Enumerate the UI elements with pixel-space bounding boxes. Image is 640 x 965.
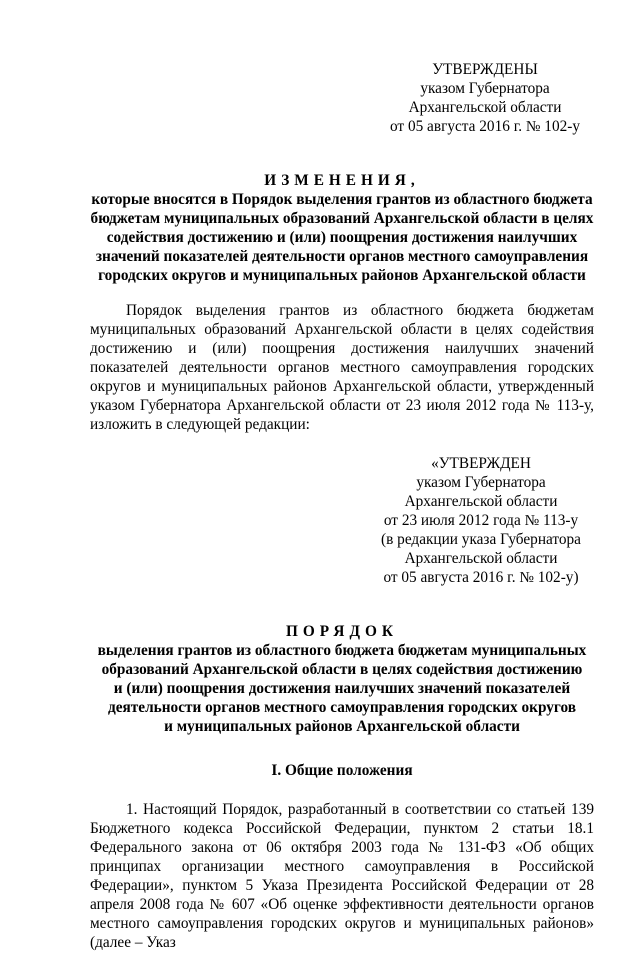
section-heading: I. Общие положения: [271, 762, 413, 779]
order-subtitle: [90, 641, 594, 736]
changes-subtitle-line: городских округов и муниципальных районов Архангельской области: [98, 267, 586, 284]
approval-stamp-top: [387, 60, 583, 136]
changes-title: ИЗМЕНЕНИЯ,: [264, 172, 420, 189]
order-subtitle-line: и муниципальных районов Архангельской области: [164, 718, 520, 735]
approval-top-line3: Архангельской области: [408, 99, 562, 116]
changes-subtitle: [90, 190, 594, 285]
order-subtitle-line: деятельности органов местного самоуправления городских округов: [107, 699, 577, 716]
order-subtitle-line: выделения грантов из областного бюджета бюджетам муниципальных: [97, 642, 587, 659]
approval-inner-line7: от 05 августа 2016 г. № 102-у): [383, 569, 579, 586]
approval-stamp-inner: [378, 454, 584, 587]
approval-inner-line5: (в редакции указа Губернатора: [381, 531, 581, 548]
intro-paragraph: Порядок выделения грантов из областного бюджета бюджетам муниципальных образований Архангельской области в целях содействия достижению и (или) поощрения достижения наилучших значений показателей деятельности органов местного самоуправления городских округов и муниципальных районов Архангельской области, утвержденный указом Губернатора Архангельской области от 23 июля 2012 года № 113-у, изложить в следующей редакции:: [90, 302, 594, 433]
approval-inner-line2: указом Губернатора: [416, 474, 546, 491]
item-paragraph: 1. Настоящий Порядок, разработанный в соответствии со статьей 139 Бюджетного кодекса Российской Федерации, пунктом 2 статьи 18.1 Федерального закона от 06 октября 2003 года № 131-ФЗ «Об общих принципах организации местного самоуправления в Российской Федерации», пунктом 5 Указа Президента Российской Федерации от 28 апреля 2008 года № 607 «Об оценке эффективности деятельности органов местного самоуправления городских округов и муниципальных районов» (далее – Указ: [90, 801, 594, 951]
changes-subtitle-line: бюджетам муниципальных образований Архангельской области в целях: [90, 210, 594, 227]
approval-inner-line3: Архангельской области: [404, 493, 558, 510]
order-subtitle-line: образований Архангельской области в целях содействия достижению: [101, 661, 583, 678]
approval-inner-line1: «УТВЕРЖДЕН: [431, 455, 531, 472]
approval-top-line2: указом Губернатора: [420, 80, 550, 97]
order-title: ПОРЯДОК: [286, 623, 398, 640]
changes-subtitle-line: содействия достижению и (или) поощрения достижения наилучших: [106, 229, 578, 246]
document-page: [0, 60, 640, 965]
changes-subtitle-line: которые вносятся в Порядок выделения грантов из областного бюджета: [91, 191, 593, 208]
approval-inner-line4: от 23 июля 2012 года № 113-у: [383, 512, 579, 529]
approval-top-line4: от 05 августа 2016 г. № 102-у: [389, 118, 580, 135]
approval-top-line1: УТВЕРЖДЕНЫ: [432, 61, 538, 78]
order-subtitle-line: и (или) поощрения достижения наилучших значений показателей: [113, 680, 571, 697]
changes-subtitle-line: значений показателей деятельности органов местного самоуправления: [95, 248, 589, 265]
approval-inner-line6: Архангельской области: [404, 550, 558, 567]
